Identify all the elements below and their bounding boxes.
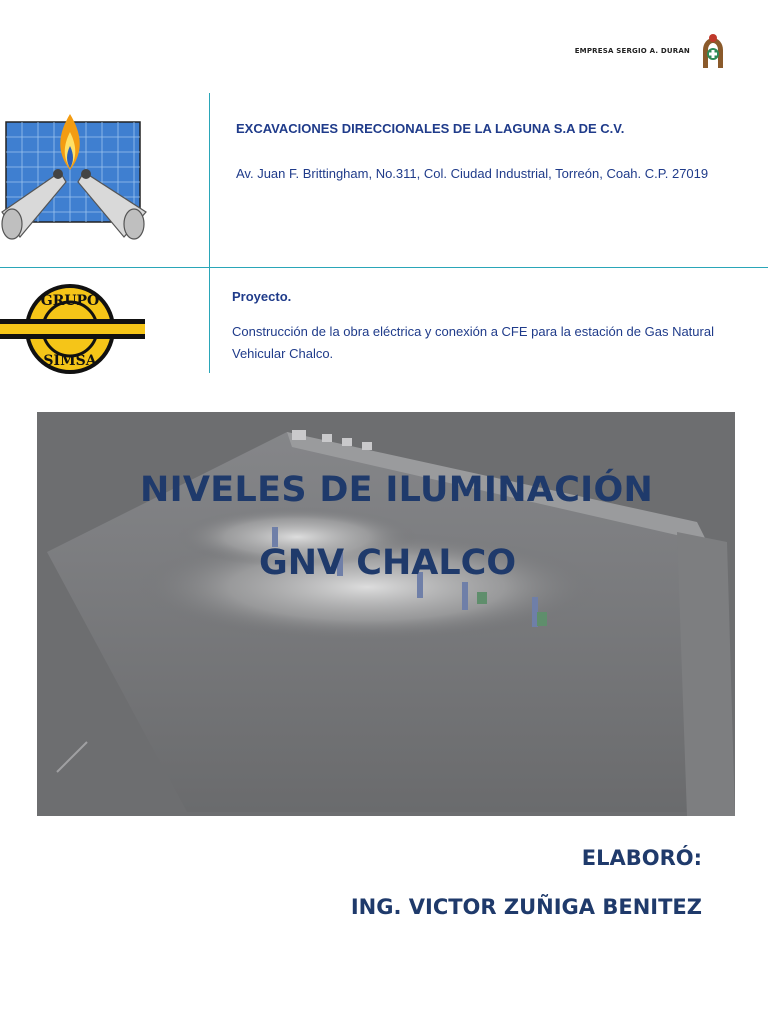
project-label: Proyecto. xyxy=(232,289,292,304)
grupo-simsa-logo-icon xyxy=(0,283,145,375)
company-name: EXCAVACIONES DIRECCIONALES DE LA LAGUNA S.A DE C.V. xyxy=(236,121,625,136)
credits-author: ING. VICTOR ZUÑIGA BENITEZ xyxy=(350,895,702,919)
cover-title-line1: NIVELES DE ILUMINACIÓN xyxy=(140,470,654,510)
company-address: Av. Juan F. Brittingham, No.311, Col. Ciudad Industrial, Torreón, Coah. C.P. 27019 xyxy=(236,166,709,181)
project-description: Construcción de la obra eléctrica y conexión a CFE para la estación de Gas Natural Vehicular Chalco. xyxy=(232,324,714,361)
header-brand xyxy=(575,32,728,70)
logo-text-bottom: SIMSA xyxy=(43,353,97,369)
brand-text: EMPRESA SERGIO A. DURAN xyxy=(574,47,690,55)
cover-title-line2: GNV CHALCO xyxy=(259,543,517,583)
horseshoe-logo-icon xyxy=(698,32,728,70)
logo-text-top: GRUPO xyxy=(40,293,100,309)
horizontal-divider xyxy=(0,267,768,268)
company-flame-logo-icon xyxy=(0,112,150,240)
vertical-divider xyxy=(209,93,210,373)
credits-label: ELABORÓ: xyxy=(581,846,702,870)
